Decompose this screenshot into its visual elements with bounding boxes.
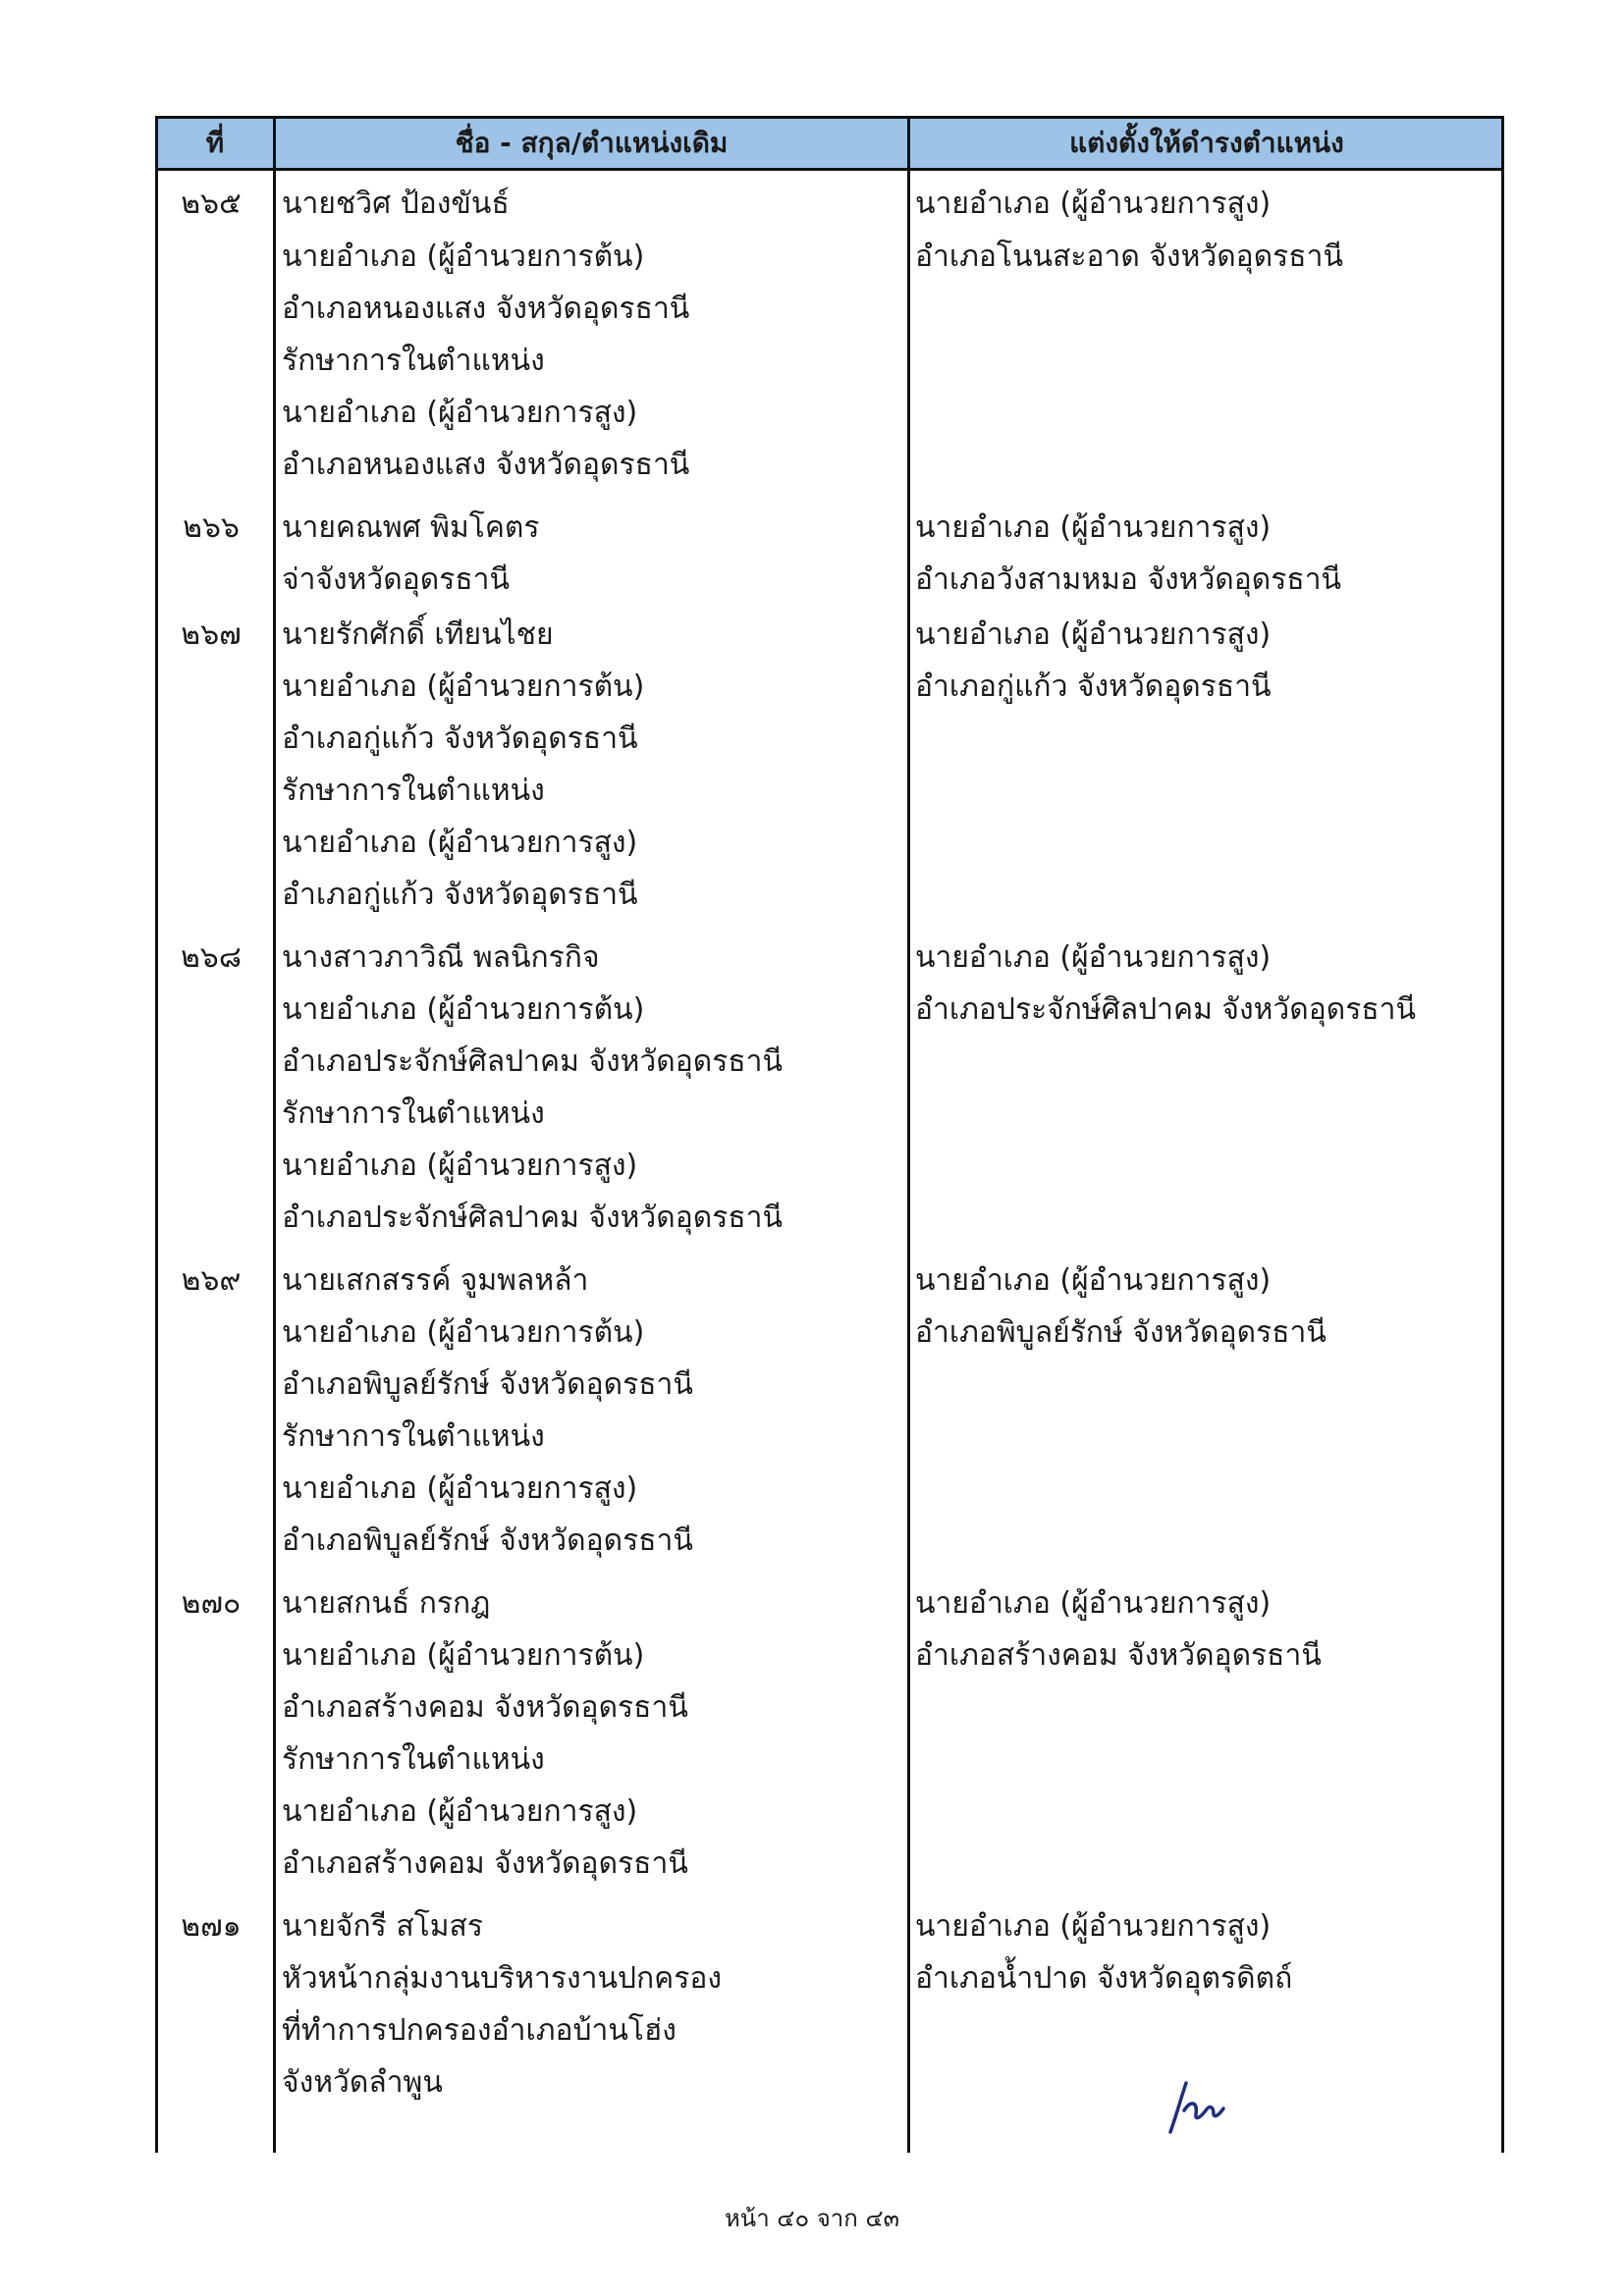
old-line: จ่าจังหวัดอุดรธานี (282, 562, 511, 597)
new-line: อำเภอกู่แก้ว จังหวัดอุดรธานี (915, 669, 1272, 704)
old-line: หัวหน้ากลุ่มงานบริหารงานปกครอง (282, 1961, 723, 1996)
new-line: อำเภอสร้างคอม จังหวัดอุดรธานี (915, 1638, 1322, 1673)
header-name: ชื่อ - สกุล/ตำแหน่งเดิม (455, 127, 729, 159)
new-line: อำเภอพิบูลย์รักษ์ จังหวัดอุดรธานี (915, 1315, 1326, 1350)
old-line: รักษาการในตำแหน่ง (282, 1419, 545, 1454)
old-line: นายอำเภอ (ผู้อำนวยการสูง) (282, 1471, 638, 1506)
new-line: อำเภอประจักษ์ศิลปาคม จังหวัดอุดรธานี (915, 992, 1416, 1027)
page-footer: หน้า ๔๐ จาก ๔๓ (724, 2205, 900, 2232)
row-number: ๒๖๙ (181, 1263, 242, 1298)
row-number: ๒๖๕ (181, 187, 242, 221)
old-line: อำเภอประจักษ์ศิลปาคม จังหวัดอุดรธานี (282, 1201, 783, 1235)
signature-mark (1159, 2071, 1237, 2140)
new-line: นายอำเภอ (ผู้อำนวยการสูง) (915, 617, 1272, 652)
old-line: นายเสกสรรค์ จูมพลหล้า (282, 1263, 589, 1298)
new-line: นายอำเภอ (ผู้อำนวยการสูง) (915, 1586, 1272, 1621)
old-line: รักษาการในตำแหน่ง (282, 344, 545, 378)
new-line: นายอำเภอ (ผู้อำนวยการสูง) (915, 510, 1272, 545)
row-number: ๒๖๗ (181, 617, 242, 652)
old-line: นายจักรี สโมสร (282, 1909, 483, 1944)
old-line: นายอำเภอ (ผู้อำนวยการต้น) (282, 992, 645, 1027)
old-line: อำเภอประจักษ์ศิลปาคม จังหวัดอุดรธานี (282, 1044, 783, 1079)
old-line: รักษาการในตำแหน่ง (282, 774, 545, 808)
old-line: นายอำเภอ (ผู้อำนวยการสูง) (282, 826, 638, 860)
old-line: รักษาการในตำแหน่ง (282, 1742, 545, 1777)
old-line: อำเภอสร้างคอม จังหวัดอุดรธานี (282, 1690, 688, 1725)
old-line: อำเภอสร้างคอม จังหวัดอุดรธานี (282, 1846, 688, 1881)
old-line: อำเภอหนองแสง จังหวัดอุดรธานี (282, 448, 690, 482)
new-line: อำเภอน้ำปาด จังหวัดอุตรดิตถ์ (915, 1961, 1293, 1996)
header-no: ที่ (205, 127, 225, 159)
new-line: นายอำเภอ (ผู้อำนวยการสูง) (915, 187, 1272, 221)
row-number: ๒๖๘ (181, 940, 242, 975)
old-line: นายอำเภอ (ผู้อำนวยการสูง) (282, 1794, 638, 1829)
old-line: อำเภอกู่แก้ว จังหวัดอุดรธานี (282, 878, 638, 912)
old-line: นายอำเภอ (ผู้อำนวยการสูง) (282, 1148, 638, 1183)
new-line: อำเภอโนนสะอาด จังหวัดอุดรธานี (915, 240, 1343, 274)
row-number: ๒๗๐ (181, 1586, 242, 1621)
old-line: นายอำเภอ (ผู้อำนวยการต้น) (282, 1315, 645, 1350)
old-line: อำเภอหนองแสง จังหวัดอุดรธานี (282, 292, 690, 326)
header-new-position: แต่งตั้งให้ดำรงตำแหน่ง (1069, 127, 1344, 159)
old-line: อำเภอพิบูลย์รักษ์ จังหวัดอุดรธานี (282, 1523, 693, 1558)
old-line: รักษาการในตำแหน่ง (282, 1096, 545, 1131)
row-number: ๒๖๖ (183, 510, 240, 545)
old-line: นายอำเภอ (ผู้อำนวยการสูง) (282, 396, 638, 430)
row-number: ๒๗๑ (181, 1909, 242, 1944)
column-divider (273, 116, 276, 2153)
old-line: นายอำเภอ (ผู้อำนวยการต้น) (282, 1638, 645, 1673)
old-line: นายชวิศ ป้องขันธ์ (282, 187, 510, 221)
new-line: อำเภอวังสามหมอ จังหวัดอุดรธานี (915, 562, 1342, 597)
old-line: จังหวัดลำพูน (282, 2065, 443, 2100)
new-line: นายอำเภอ (ผู้อำนวยการสูง) (915, 1909, 1272, 1944)
column-divider (907, 116, 910, 2153)
old-line: นางสาวภาวิณี พลนิกรกิจ (282, 940, 600, 975)
old-line: นายอำเภอ (ผู้อำนวยการต้น) (282, 240, 645, 274)
new-line: นายอำเภอ (ผู้อำนวยการสูง) (915, 1263, 1272, 1298)
old-line: นายสกนธ์ กรกฎ (282, 1586, 491, 1621)
old-line: นายอำเภอ (ผู้อำนวยการต้น) (282, 669, 645, 704)
old-line: นายคณพศ พิมโคตร (282, 510, 540, 545)
old-line: อำเภอกู่แก้ว จังหวัดอุดรธานี (282, 721, 638, 756)
new-line: นายอำเภอ (ผู้อำนวยการสูง) (915, 940, 1272, 975)
old-line: ที่ทำการปกครองอำเภอบ้านโฮ่ง (282, 2013, 677, 2048)
old-line: อำเภอพิบูลย์รักษ์ จังหวัดอุดรธานี (282, 1367, 693, 1402)
old-line: นายรักศักดิ์ เทียนไชย (282, 617, 554, 652)
